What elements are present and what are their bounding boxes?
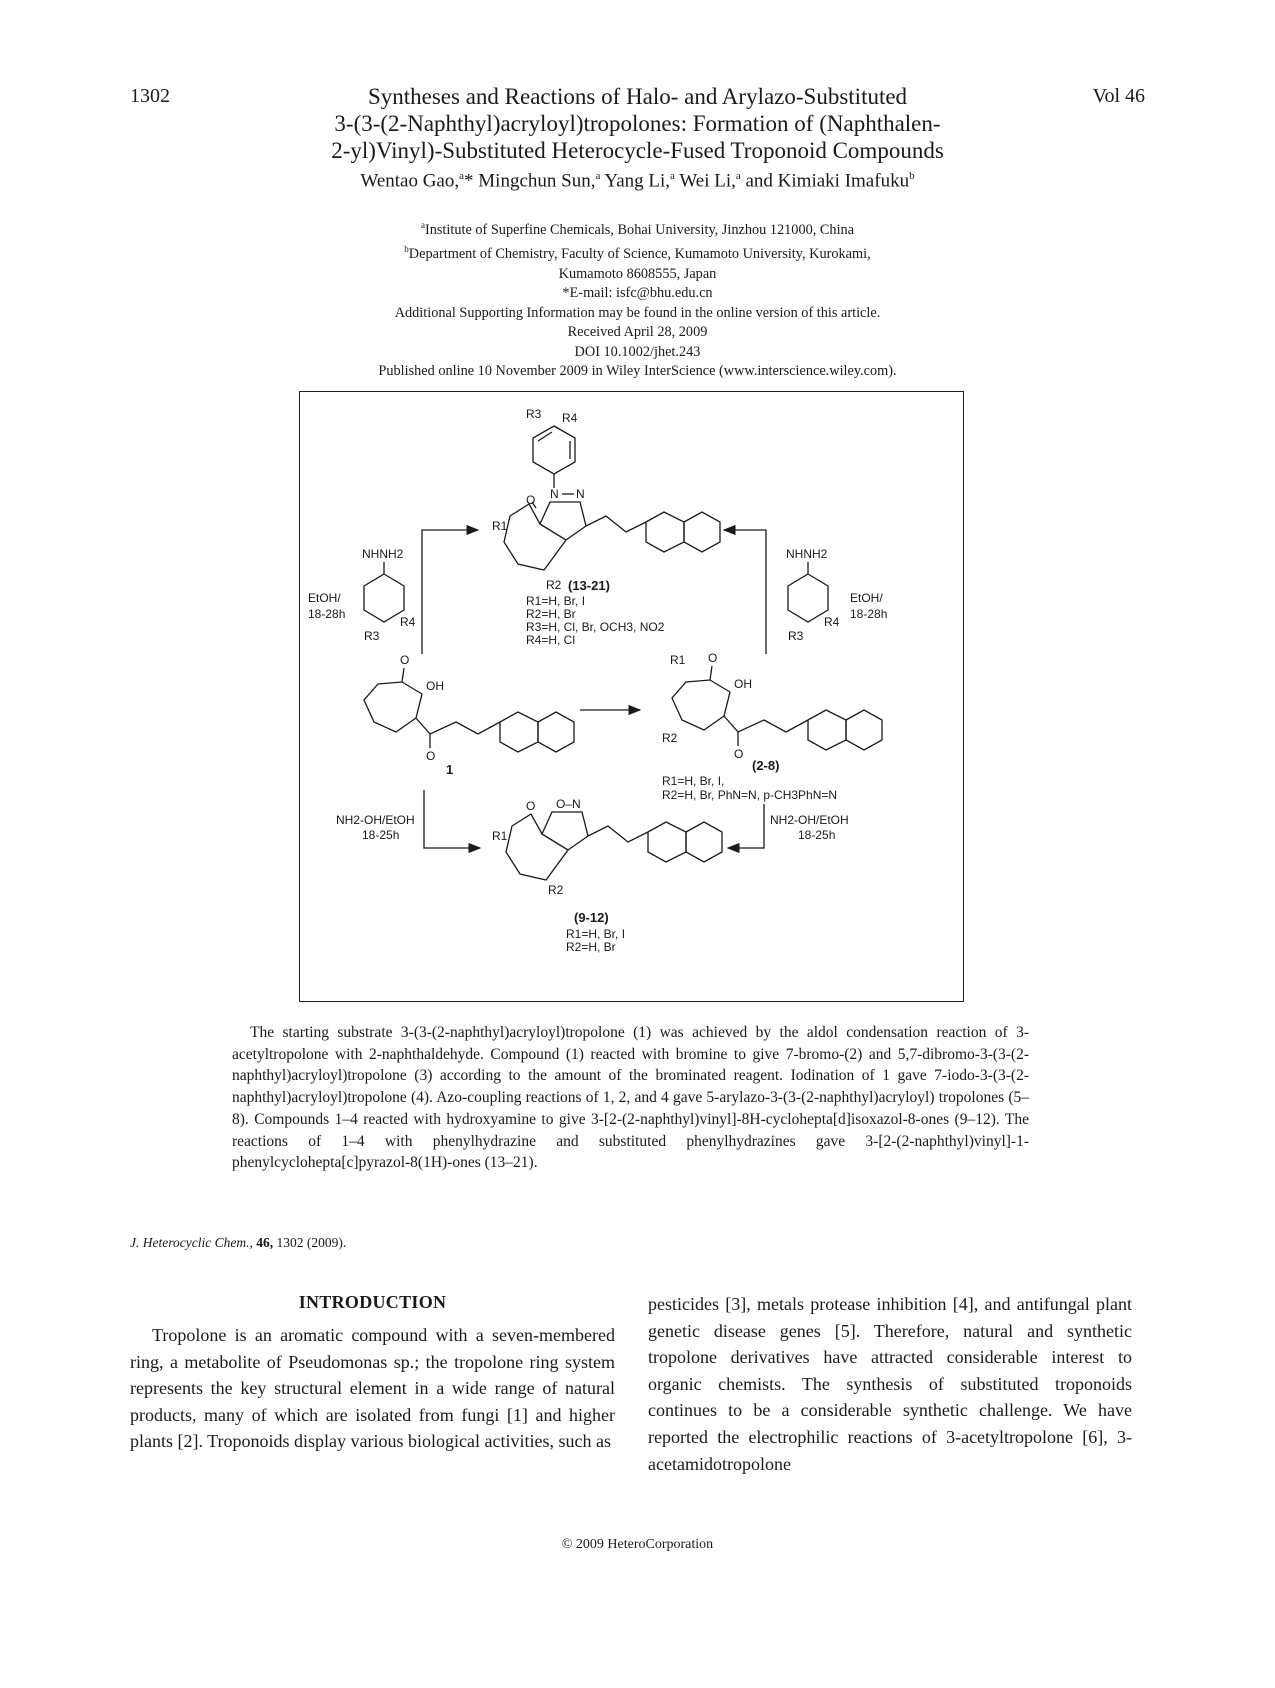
title-line: 2-yl)Vinyl)-Substituted Heterocycle-Fused Troponoid Compounds (331, 138, 944, 163)
author-sup: a (735, 170, 741, 182)
compound-2-8-structure (662, 651, 882, 802)
page-number: 1302 (130, 85, 170, 107)
product-13-21-structure (492, 407, 720, 647)
aryl-ring (533, 426, 575, 474)
author: Mingchun Sun, (478, 170, 596, 192)
c28-subst-1: R1=H, Br, I, (662, 774, 725, 788)
naphthalene-ring-a (646, 512, 684, 552)
left-cond-1: EtOH/ (308, 591, 341, 605)
compound-id-13-21: (13-21) (568, 578, 610, 593)
intro-left-text: Tropolone is an aromatic compound with a seven-membered ring, a metabolite of Pseudomonas sp.; the tropolone ring system represents the key structural element in a wide range of natural products, many of which are isolated from fungi [1] and higher plants [2]. Troponoids display various biological activities, such as (130, 1325, 615, 1452)
intro-left-column (130, 1322, 615, 1455)
left-r3: R3 (364, 629, 380, 643)
subst-r2: R2=H, Br (526, 607, 576, 621)
atom-n2: N (576, 487, 585, 501)
left-amine: NHNH2 (362, 547, 404, 561)
atom-n1: N (550, 487, 559, 501)
abstract-text: The starting substrate 3-(3-(2-naphthyl)acryloyl)tropolone (1) was achieved by the aldol condensation reaction of 3-acetyltropolone with 2-naphthaldehyde. Compound (1) reacted with bromine to give 7-bromo-(2) and 5,7-dibromo-3-(3-(2-naphthyl)acryloyl)tropolone (3) according to the amount of the brominated reagent. Iodination of 1 gave 7-iodo-3-(3-(2-naphthyl)acryloyl)tropolone (4). Azo-coupling reactions of 1, 2, and 4 gave 5-arylazo-3-(3-(2-naphthyl)acryloyl) tropolones (5–8). Compounds 1–4 reacted with hydroxyamine to give 3-[2-(2-naphthyl)vinyl]-8H-cyclohepta[d]isoxazol-8-ones (9–12). The reactions of 1–4 with phenylhydrazine and substituted phenylhydrazines gave 3-[2-(2-naphthyl)vinyl]-1-phenylcyclohepta[c]pyrazol-8(1H)-ones (13–21). (232, 1024, 1029, 1172)
left-cond-2: 18-28h (308, 607, 346, 621)
published-note: Published online 10 November 2009 in Wiley InterScience (www.interscience.wiley.com). (378, 363, 897, 380)
atom-o: O (526, 493, 536, 507)
citation (130, 1235, 346, 1251)
b-atom-r1: R1 (492, 829, 508, 843)
author: Wentao Gao, (360, 170, 460, 192)
subst-r3: R3=H, Cl, Br, OCH3, NO2 (526, 620, 665, 634)
c28-atom-o: O (708, 651, 718, 665)
citation-pages: 1302 (2009). (276, 1235, 347, 1250)
affiliation-b-line2: Kumamoto 8608555, Japan (558, 265, 717, 282)
b-atom-o: O (526, 799, 536, 813)
vinyl-bridge (586, 516, 646, 532)
c1-atom-oh: OH (426, 679, 444, 693)
author: Wei Li, (679, 170, 736, 192)
affiliation-a (200, 216, 1075, 240)
author-sup: b (909, 170, 915, 182)
supporting-info: Additional Supporting Information may be found in the online version of this article. (394, 304, 881, 321)
right-amine: NHNH2 (786, 547, 828, 561)
article-meta (200, 216, 1075, 382)
author-sup: a (670, 170, 675, 182)
author-sup: a (459, 170, 465, 182)
b-subst-2: R2=H, Br (566, 940, 616, 954)
author-sup: a (595, 170, 601, 182)
c1-atom-o: O (400, 653, 410, 667)
abstract (232, 1022, 1029, 1174)
left-r4: R4 (400, 615, 416, 629)
subst-r1: R1=H, Br, I (526, 594, 586, 608)
c28-atom-o2: O (734, 747, 744, 761)
right-hydrazine-reagent (724, 530, 887, 654)
tropone-ring (504, 504, 566, 570)
c28-atom-r1: R1 (670, 653, 686, 667)
doi[interactable]: DOI 10.1002/jhet.243 (574, 343, 701, 360)
compound-id-9-12: (9-12) (574, 910, 609, 925)
scheme-drawing (300, 392, 965, 1003)
b-left-cond-2: 18-25h (362, 828, 400, 842)
subst-r4: R4=H, Cl (526, 633, 576, 647)
email[interactable]: *E-mail: isfc@bhu.edu.cn (562, 285, 713, 302)
b-atom-r2: R2 (548, 883, 564, 897)
left-hydrazine-reagent (308, 530, 478, 654)
c28-atom-oh: OH (734, 677, 752, 691)
arrow-2-8-to-9-12 (728, 804, 764, 848)
reaction-scheme (299, 391, 964, 1002)
b-left-cond-1: NH2-OH/EtOH (336, 813, 415, 827)
intro-right-column (648, 1291, 1132, 1477)
label-r4: R4 (562, 411, 578, 425)
author: Yang Li, (604, 170, 671, 192)
citation-volume: 46, (256, 1235, 274, 1250)
compound-id-2-8: (2-8) (752, 758, 780, 773)
c28-subst-2: R2=H, Br, PhN=N, p-CH3PhN=N (662, 788, 838, 802)
naphthalene-ring-b (684, 512, 720, 552)
affiliation-b (200, 240, 1075, 264)
title-line: Syntheses and Reactions of Halo- and Arylazo-Substituted (367, 84, 908, 109)
right-r3: R3 (788, 629, 804, 643)
article-title (220, 83, 1055, 164)
right-cond-1: EtOH/ (850, 591, 883, 605)
intro-right-text: pesticides [3], metals protease inhibition [4], and antifungal plant genetic disease genes [5]. Therefore, natural and synthetic tropolone derivatives have attracted considerable interest to organic chemists. The synthesis of substituted troponoids continues to be a considerable synthetic challenge. We have reported the electrophilic reactions of 3-acetyltropolone [6], 3-acetamidotropolone (648, 1294, 1132, 1474)
b-atom-on: O–N (556, 797, 581, 811)
product-9-12-structure (336, 790, 849, 954)
affil-sup: a (420, 220, 425, 230)
corresponding-mark: * (464, 170, 474, 192)
section-heading: INTRODUCTION (298, 1292, 447, 1312)
right-cond-2: 18-28h (850, 607, 888, 621)
affil-text: Department of Chemistry, Faculty of Science, Kumamoto University, Kurokami, (408, 246, 871, 263)
citation-journal: J. Heterocyclic Chem., (130, 1235, 253, 1250)
compound-1-structure (364, 653, 574, 777)
arrow-2-8-to-13-21 (724, 530, 766, 654)
b-right-cond-1: NH2-OH/EtOH (770, 813, 849, 827)
c28-atom-r2: R2 (662, 731, 678, 745)
c1-atom-o2: O (426, 749, 436, 763)
label-r3: R3 (526, 407, 542, 421)
compound-id-1: 1 (446, 762, 454, 777)
title-line: 3-(3-(2-Naphthyl)acryloyl)tropolones: Formation of (Naphthalen- (334, 111, 941, 136)
right-r4: R4 (824, 615, 840, 629)
affil-sup: b (404, 244, 409, 255)
arrow-1-to-9-12 (424, 790, 480, 848)
author: and Kimiaki Imafuku (745, 170, 910, 192)
pyrazole-ring (540, 502, 586, 540)
copyright-footer: © 2009 HeteroCorporation (561, 1537, 714, 1552)
author-list (200, 170, 1075, 192)
arrow-1-to-13-21 (422, 530, 478, 654)
atom-r1: R1 (492, 519, 508, 533)
volume-label: Vol 46 (1092, 85, 1145, 107)
affil-text: Institute of Superfine Chemicals, Bohai University, Jinzhou 121000, China (424, 221, 855, 238)
b-right-cond-2: 18-25h (798, 828, 836, 842)
atom-r2: R2 (546, 578, 562, 592)
received-date: Received April 28, 2009 (567, 324, 708, 341)
b-subst-1: R1=H, Br, I (566, 927, 626, 941)
